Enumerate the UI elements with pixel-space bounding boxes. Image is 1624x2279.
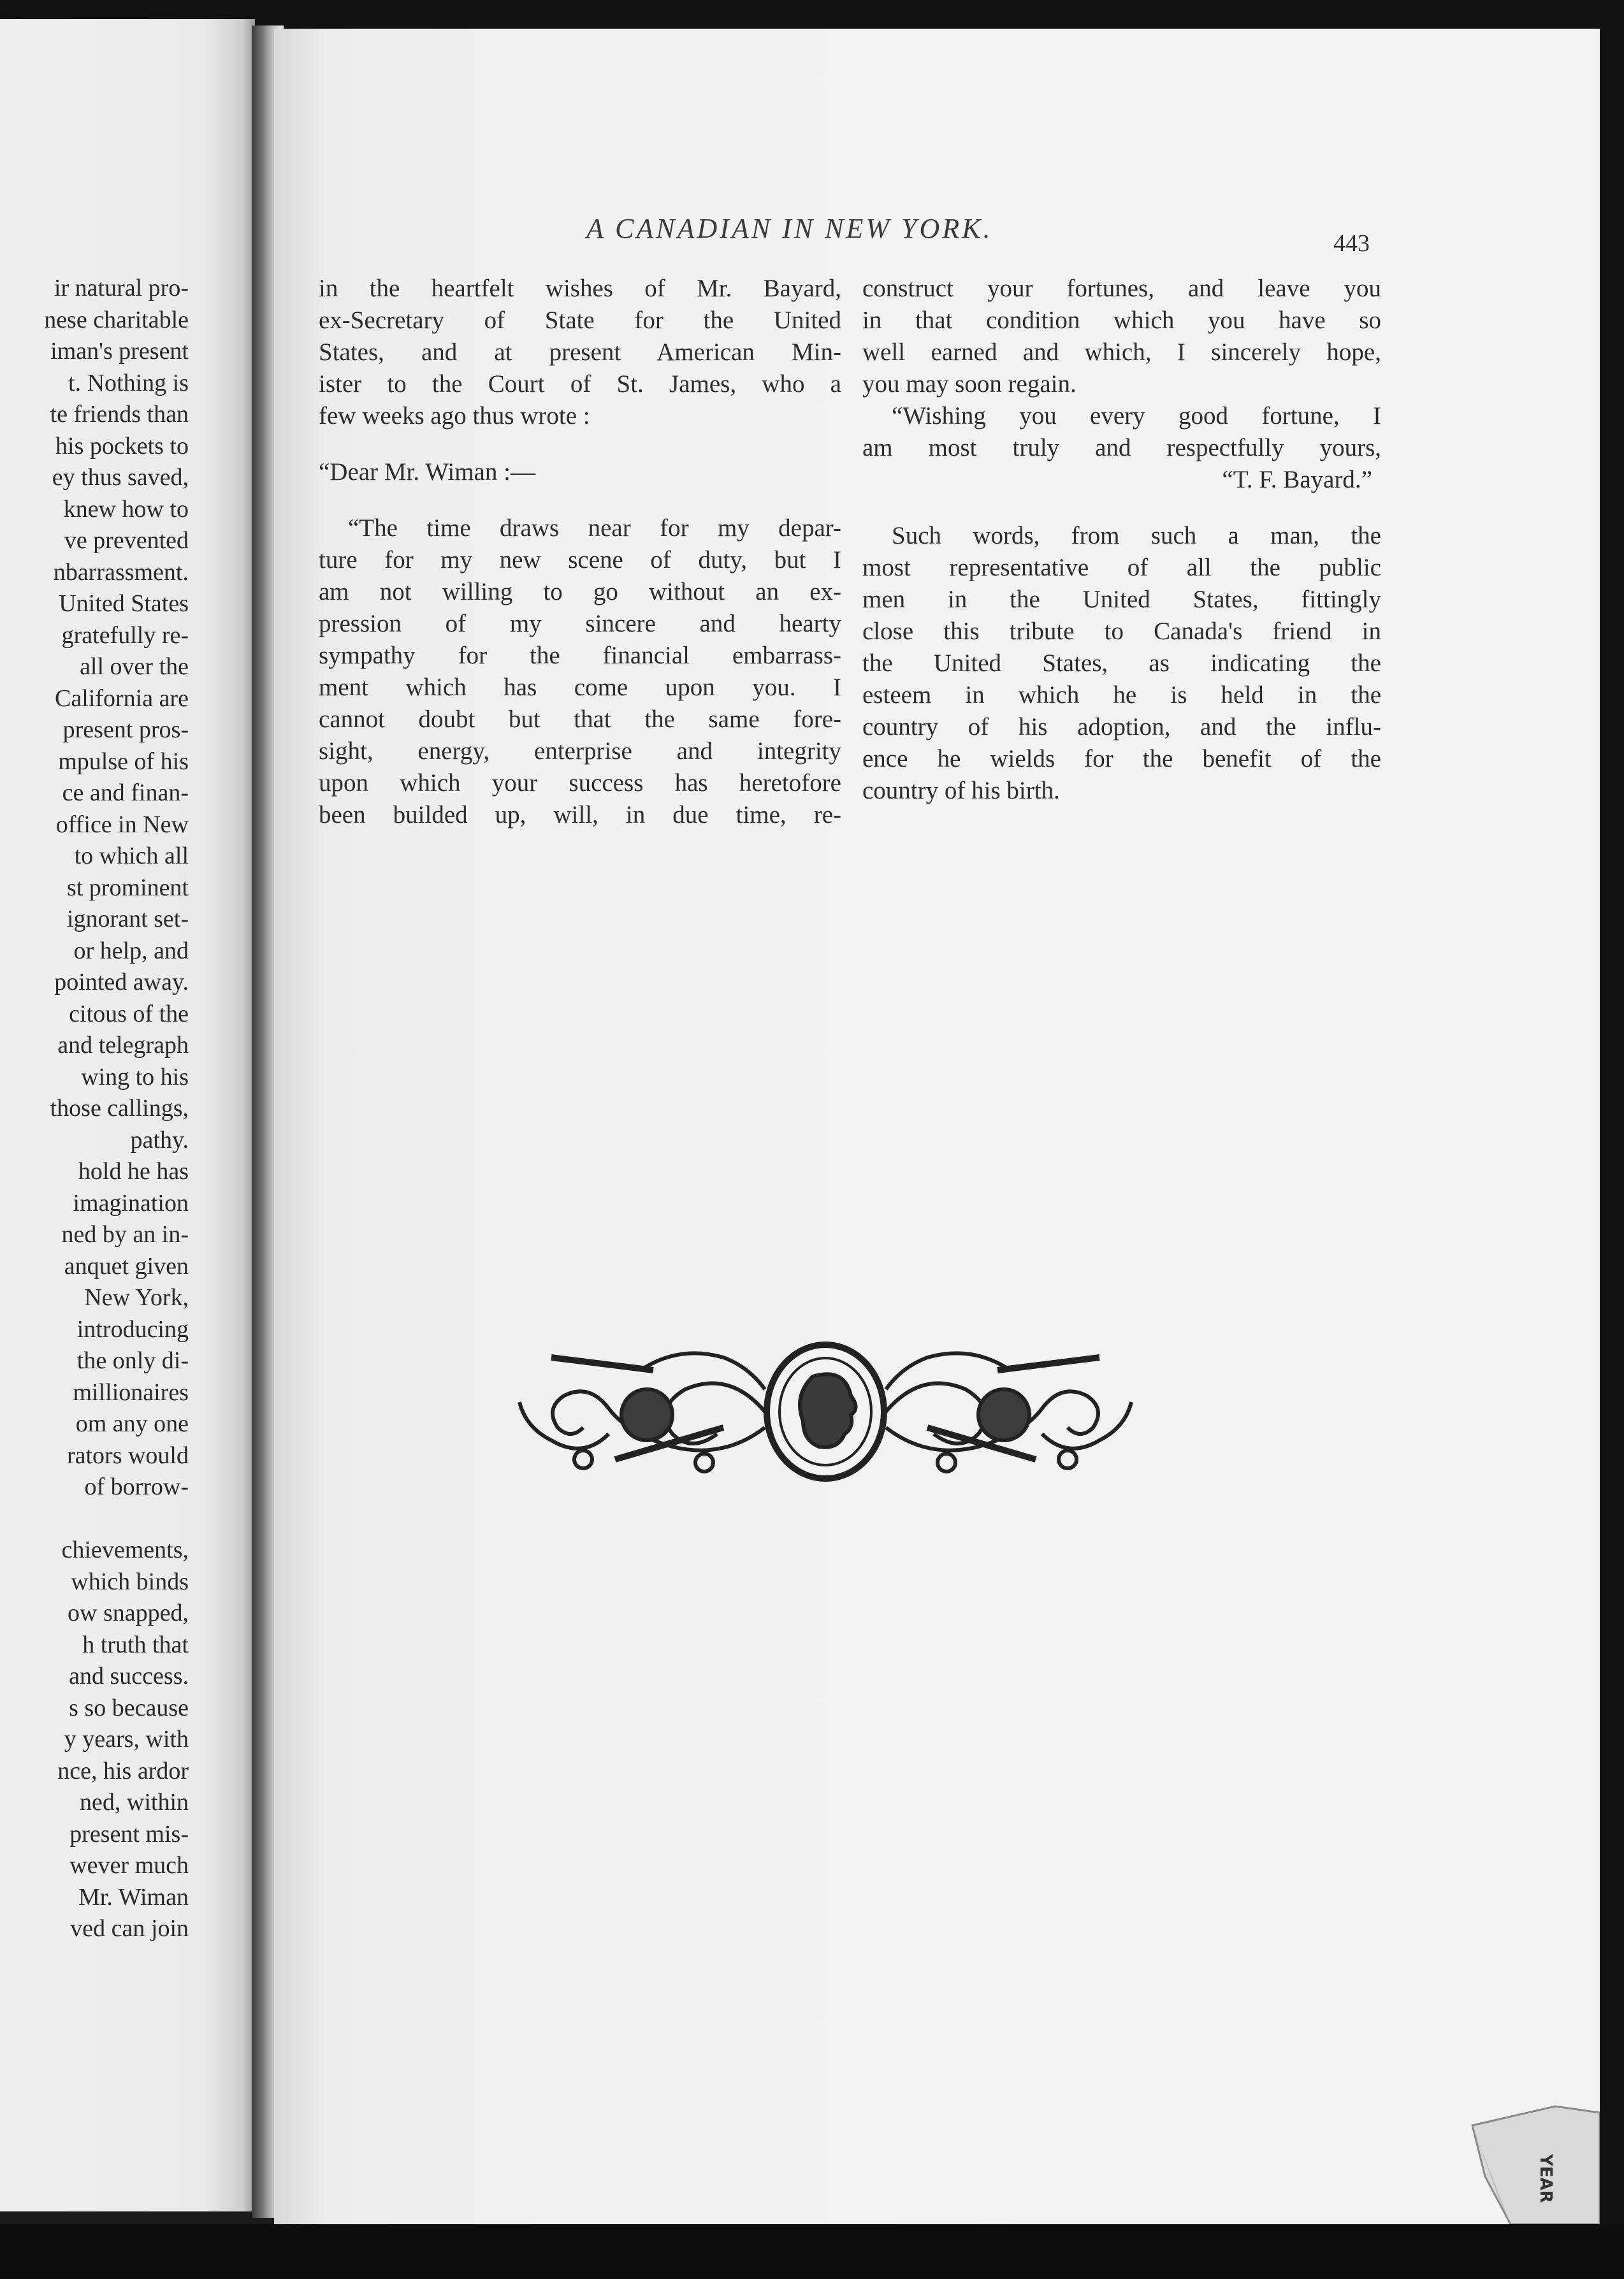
corner-tab xyxy=(1460,2100,1600,2224)
paragraph-spacer xyxy=(319,488,841,512)
previous-page-line: ir natural pro- xyxy=(54,275,189,301)
previous-page-line: ned by an in- xyxy=(61,1221,189,1248)
text-line: am not willing to go without an ex- xyxy=(319,578,841,605)
previous-page-line: ignorant set- xyxy=(66,906,189,932)
previous-page-line: y years, with xyxy=(64,1726,189,1753)
previous-page-line: and success. xyxy=(69,1663,189,1689)
letter-salutation: “Dear Mr. Wiman :— xyxy=(319,458,535,486)
text-line: in the heartfelt wishes of Mr. Bayard, xyxy=(319,275,841,302)
text-line: sight, energy, enterprise and integrity xyxy=(319,737,841,765)
text-line: ment which has come upon you. I xyxy=(319,674,841,701)
previous-page-line: s so because xyxy=(69,1694,189,1721)
previous-page-line: ve prevented xyxy=(64,527,189,554)
previous-page-line: to which all xyxy=(74,843,189,869)
previous-page-line: st prominent xyxy=(66,874,189,901)
previous-page-line: those callings, xyxy=(50,1095,189,1122)
paragraph-spacer xyxy=(319,432,841,456)
previous-page xyxy=(0,19,255,2211)
text-line: States, and at present American Min- xyxy=(319,338,841,366)
previous-page-line: ce and finan- xyxy=(62,779,189,806)
previous-page-line: ned, within xyxy=(80,1789,189,1816)
text-line: few weeks ago thus wrote : xyxy=(319,402,590,430)
previous-page-line: gratefully re- xyxy=(61,621,189,649)
previous-page-line: Mr. Wiman xyxy=(78,1883,189,1911)
page-number: 443 xyxy=(1333,230,1370,257)
text-line: men in the United States, fittingly xyxy=(862,586,1381,613)
text-line: upon which your success has heretofore xyxy=(319,769,841,797)
text-line: “The time draws near for my depar- xyxy=(348,514,841,542)
previous-page-line: California are xyxy=(55,684,189,712)
previous-page-line: ow snapped, xyxy=(68,1600,189,1626)
previous-page-line: h truth that xyxy=(82,1631,189,1658)
text-line: most representative of all the public xyxy=(862,554,1381,581)
scan-bottom-border xyxy=(0,2224,1624,2279)
previous-page-line: iman's present xyxy=(50,338,189,365)
text-line: Such words, from such a man, the xyxy=(892,522,1381,549)
previous-page-line: nce, his ardor xyxy=(57,1757,189,1784)
previous-page-line: te friends than xyxy=(50,401,189,428)
previous-page-line: hold he has xyxy=(78,1158,189,1185)
text-line: pression of my sincere and hearty xyxy=(319,610,841,637)
scan-right-border xyxy=(1600,0,1624,2279)
text-line: ister to the Court of St. James, who a xyxy=(319,370,841,398)
previous-page-line: t. Nothing is xyxy=(68,369,189,396)
text-line: the United States, as indicating the xyxy=(862,649,1381,677)
previous-page-line: mpulse of his xyxy=(58,748,189,775)
previous-page-line: rators would xyxy=(66,1442,189,1469)
previous-page-line: nbarrassment. xyxy=(53,558,189,586)
text-line: esteem in which he is held in the xyxy=(862,681,1381,709)
previous-page-line: introducing xyxy=(76,1315,189,1343)
previous-page-line: citous of the xyxy=(69,1000,189,1027)
text-line: in that condition which you have so xyxy=(862,307,1381,334)
text-line: been builded up, will, in due time, re- xyxy=(319,801,841,828)
previous-page-line xyxy=(0,1503,189,1535)
text-line: country of his adoption, and the influ- xyxy=(862,713,1381,741)
previous-page-line: United States xyxy=(59,590,189,617)
previous-page-line: which binds xyxy=(71,1568,189,1595)
previous-page-line: office in New xyxy=(55,811,189,838)
previous-page-line: millionaires xyxy=(73,1378,189,1406)
text-line: sympathy for the financial embarrass- xyxy=(319,642,841,669)
text-line: country of his birth. xyxy=(862,777,1060,804)
text-line: ence he wields for the benefit of the xyxy=(862,745,1381,772)
previous-page-text xyxy=(0,273,189,1945)
text-line: you may soon regain. xyxy=(862,370,1077,398)
previous-page-line: nese charitable xyxy=(44,306,189,333)
previous-page-line: knew how to xyxy=(63,495,189,523)
previous-page-line: of borrow- xyxy=(84,1473,189,1500)
previous-page-line: imagination xyxy=(73,1189,189,1217)
previous-page-line: his pockets to xyxy=(55,432,189,459)
corner-tab-label: YEAR xyxy=(1536,2154,1555,2203)
text-line: “Wishing you every good fortune, I xyxy=(892,402,1381,430)
previous-page-line: and telegraph xyxy=(57,1032,189,1059)
text-line: well earned and which, I sincerely hope, xyxy=(862,338,1381,366)
previous-page-line: present pros- xyxy=(62,716,189,743)
text-column-right xyxy=(862,273,1381,807)
text-line: am most truly and respectfully yours, xyxy=(862,434,1381,461)
previous-page-line: or help, and xyxy=(73,937,189,964)
previous-page-line: ved can join xyxy=(70,1915,189,1942)
previous-page-line: chievements, xyxy=(61,1537,189,1563)
previous-page-line: om any one xyxy=(75,1410,189,1437)
tailpiece-ornament xyxy=(513,1332,1138,1491)
previous-page-line: anquet given xyxy=(64,1252,189,1280)
paragraph-spacer xyxy=(862,496,1381,520)
letter-signature: “T. F. Bayard.” xyxy=(1222,466,1372,493)
text-line: ex-Secretary of State for the United xyxy=(319,307,841,334)
previous-page-line: New York, xyxy=(84,1284,189,1311)
text-line: cannot doubt but that the same fore- xyxy=(319,705,841,733)
previous-page-line: ey thus saved, xyxy=(52,464,189,491)
text-line: close this tribute to Canada's friend in xyxy=(862,618,1381,645)
previous-page-line: wing to his xyxy=(81,1063,189,1090)
previous-page-line: pathy. xyxy=(130,1126,189,1154)
running-head: A CANADIAN IN NEW YORK. xyxy=(586,213,993,244)
text-line: ture for my new scene of duty, but I xyxy=(319,546,841,574)
previous-page-line: all over the xyxy=(80,653,189,680)
text-column-left xyxy=(319,273,841,831)
previous-page-line: wever much xyxy=(69,1852,189,1879)
previous-page-line: the only di- xyxy=(76,1347,189,1374)
text-line: construct your fortunes, and leave you xyxy=(862,275,1381,302)
previous-page-line: present mis- xyxy=(69,1820,189,1848)
previous-page-line: pointed away. xyxy=(54,969,189,995)
